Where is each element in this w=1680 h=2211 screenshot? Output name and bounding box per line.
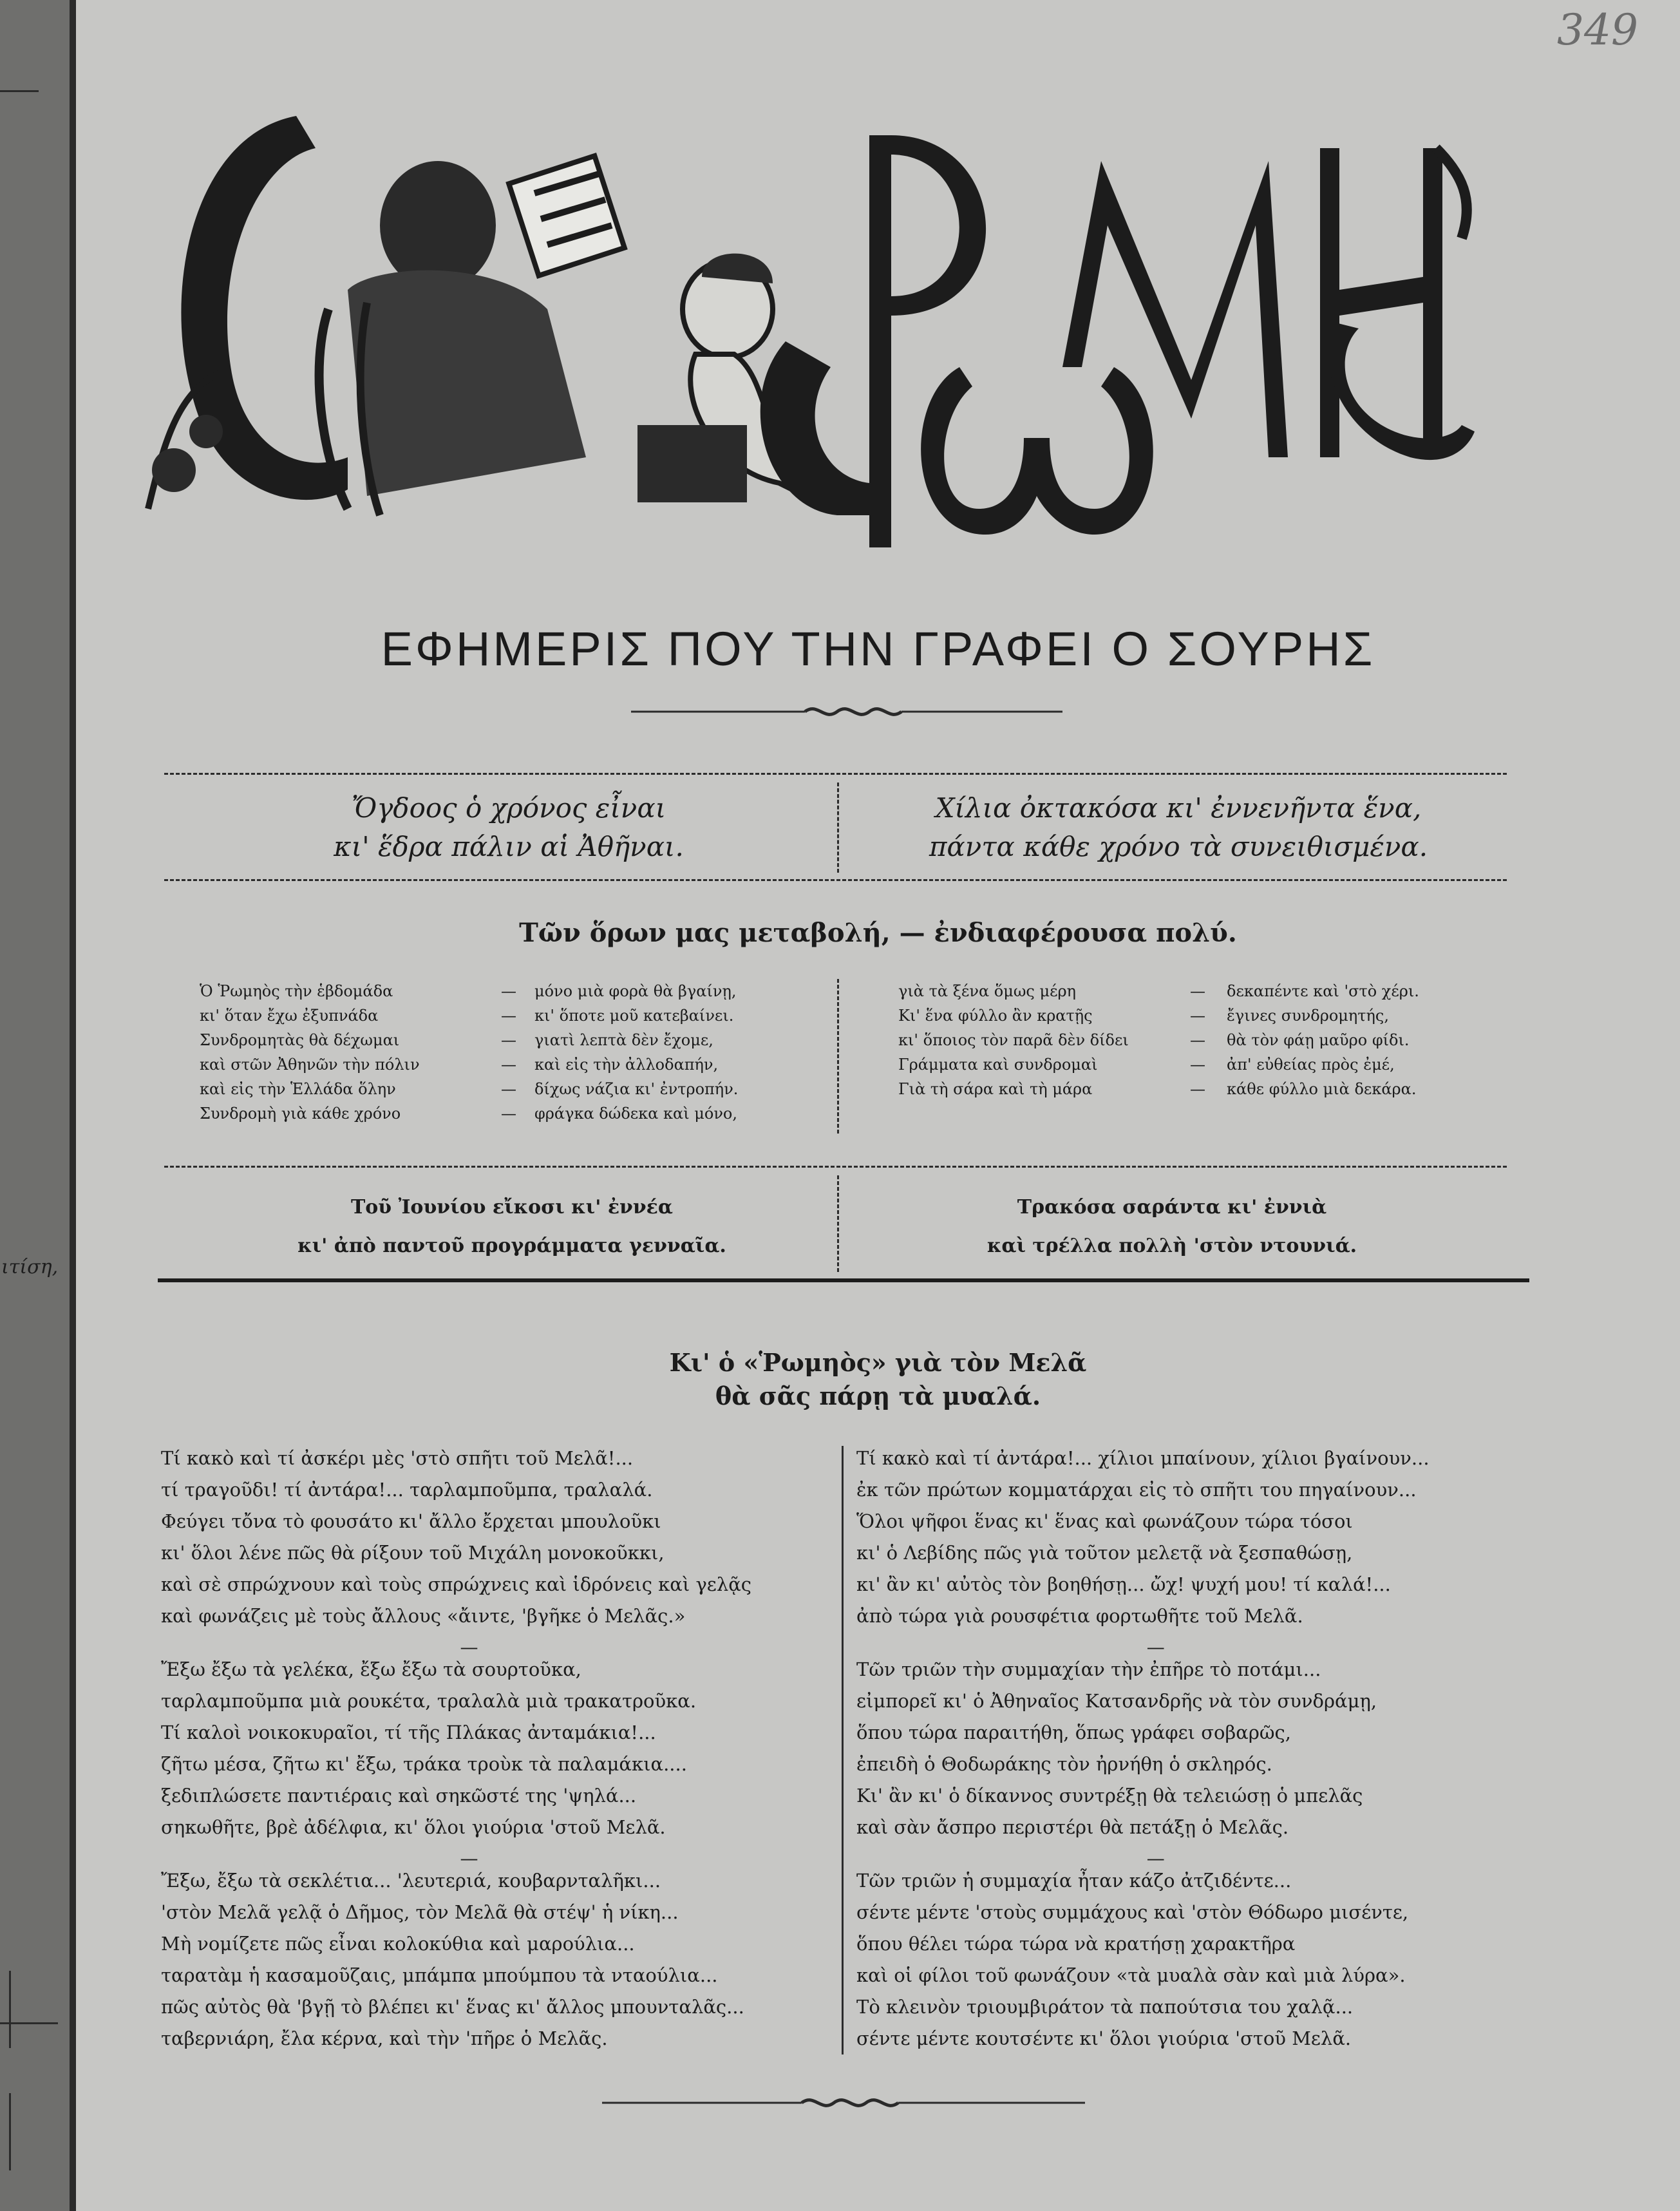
poem-line: τί τραγοῦδι! τί ἀντάρα!... ταρλαμποῦμπα, τραλαλά. [161,1479,653,1501]
stanza-separator: — [1146,1637,1165,1658]
terms-left-column [200,979,738,1126]
date-line: Τοῦ Ἰουνίου εἴκοσι κι' ἐννέα [350,1196,674,1219]
divider-rule [164,1166,1507,1168]
shoeshine-box [637,425,747,502]
terms-text: δεκαπέντε καὶ 'στὸ χέρι. [1227,982,1419,1000]
motto-line: κι' ἕδρα πάλιν αἱ Ἀθῆναι. [334,831,684,862]
terms-row [200,1101,738,1126]
poem-line: καὶ σὰν ἄσπρο περιστέρι θὰ πετάξῃ ὁ Μελᾶς. [856,1816,1289,1838]
stanza-separator: — [1146,1848,1165,1869]
poem-line: ὅπου θέλει τώρα τώρα νὰ κρατήσῃ χαρακτῆρα [856,1933,1296,1955]
terms-dash: — [1190,1056,1205,1074]
terms-row [898,1028,1419,1052]
terms-text: καὶ στῶν Ἀθηνῶν τὴν πόλιν [200,1056,420,1074]
masthead-illustration [135,97,1475,560]
terms-text: δίχως νάζια κι' ἐντροπήν. [534,1080,739,1098]
terms-text: καὶ εἰς τὴν ἀλλοδαπήν, [534,1056,719,1074]
terms-text: Κι' ἕνα φύλλο ἂν κρατῇς [898,1007,1093,1025]
poem-line: ὅπου τώρα παραιτήθη, ὅπως γράφει σοβαρῶς, [856,1722,1291,1743]
terms-text: ἔγινες συνδρομητής, [1227,1007,1389,1025]
poem-line: πῶς αὐτὸς θὰ 'βγῇ τὸ βλέπει κι' ἕνας κι' ἄλλος μπουνταλᾶς... [161,1996,744,2018]
poem-line: ἐπειδὴ ὁ Θοδωράκης τὸν ἠρνήθη ὁ σκληρός. [856,1753,1272,1775]
poem-stanza [161,1865,751,2054]
poem-line: σέντε μέντε 'στοὺς συμμάχους καὶ 'στὸν Θόδωρο μισέντε, [856,1901,1409,1923]
poem-line: Ἔξω ἔξω τὰ γελέκα, ἔξω ἔξω τὰ σουρτοῦκα, [161,1658,581,1680]
newspaper-sheet [509,156,625,276]
terms-dash: — [501,1056,516,1074]
flourish-ornament [631,702,1062,721]
stanza-separator: — [460,1848,478,1869]
omega-letter-shape [921,367,1153,535]
poem-line: Τί κακὸ καὶ τί ἀσκέρι μὲς 'στὸ σπῆτι τοῦ Μελᾶ!... [161,1447,634,1469]
terms-text: μόνο μιὰ φορὰ θὰ βγαίνῃ, [534,982,737,1000]
poem-line: σηκωθῆτε, βρὲ ἀδέλφια, κι' ὅλοι γιούρια 'στοῦ Μελᾶ. [161,1816,666,1838]
poem-line: κι' ὅλοι λένε πῶς θὰ ρίξουν τοῦ Μιχάλη μονοκοῦκκι, [161,1542,665,1564]
adjacent-page-text: ιτίση, [1,1256,59,1278]
poem-line: ἐκ τῶν πρώτων κομματάρχαι εἰς τὸ σπῆτι του πηγαίνουν... [856,1479,1417,1501]
adjacent-page-rule [0,90,39,92]
omega-letter-shape [760,341,869,515]
date-left [200,1188,824,1266]
terms-dash: — [1190,1031,1205,1049]
poem-line: ταρλαμποῦμπα μιὰ ρουκέτα, τραλαλὰ μιὰ τρακατροῦκα. [161,1690,697,1712]
eta-letter-shape [1320,148,1442,457]
terms-text: θὰ τὸν φάῃ μαῦρο φίδι. [1227,1031,1410,1049]
poem-right-column [856,1443,1430,2064]
poem-stanza [856,1654,1430,1843]
stanza-separator: — [460,1637,478,1658]
poem-line: ζῆτω μέσα, ζῆτω κι' ἔξω, τράκα τροὺκ τὰ παλαμάκια.... [161,1753,687,1775]
terms-dash: — [501,1080,516,1098]
masthead [135,97,1475,560]
terms-dash: — [1190,1007,1205,1025]
terms-dash: — [501,1031,516,1049]
vine-ornament [152,448,196,492]
terms-text: καὶ εἰς τὴν Ἑλλάδα ὅλην [200,1080,396,1098]
poem-line: Κι' ἂν κι' ὁ δίκαννος συντρέξῃ θὰ τελειώσῃ ὁ μπελᾶς [856,1785,1363,1807]
motto-left [193,789,824,866]
date-line: καὶ τρέλλα πολλὴ 'στὸν ντουνιά. [986,1235,1357,1257]
terms-row [200,1003,738,1028]
terms-text: ἀπ' εὐθείας πρὸς ἐμέ, [1227,1056,1395,1074]
terms-dash: — [1190,982,1205,1000]
motto-right [850,789,1507,866]
terms-row [898,1052,1419,1077]
date-line: κι' ἀπὸ παντοῦ προγράμματα γενναῖα. [297,1235,726,1257]
terms-text: γιὰ τὰ ξένα ὅμως μέρη [898,982,1076,1000]
vine-ornament [189,415,223,448]
poem-title-line: Κι' ὁ «Ῥωμηὸς» γιὰ τὸν Μελᾶ [669,1348,1087,1377]
poem-line: Μὴ νομίζετε πῶς εἶναι κολοκύθια καὶ μαρούλια... [161,1933,635,1955]
poem-line: Ὅλοι ψῆφοι ἕνας κι' ἕνας καὶ φωνάζουν τώρα τόσοι [856,1510,1353,1532]
poem-line: Τί καλοὶ νοικοκυραῖοι, τί τῆς Πλάκας ἀνταμάκια!... [161,1722,656,1743]
terms-text: φράγκα δώδεκα καὶ μόνο, [534,1105,737,1123]
terms-dash: — [501,1007,516,1025]
terms-text: Γιὰ τὴ σάρα καὶ τὴ μάρα [898,1080,1093,1098]
terms-text: κι' ὅποτε μοῦ κατεβαίνει. [534,1007,734,1025]
adjacent-page-rule [9,1971,11,2048]
newspaper-subtitle: ΕΦΗΜΕΡΙΣ ΠΟΥ ΤΗΝ ΓΡΑΦΕΙ Ο ΣΟΥΡΗΣ [381,622,1375,676]
terms-row [898,1003,1419,1028]
adjacent-page-rule [9,2093,11,2170]
terms-dash: — [501,982,516,1000]
poem-line: σέντε μέντε κουτσέντε κι' ὅλοι γιούρια 'στοῦ Μελᾶ. [856,2027,1352,2049]
terms-row [200,979,738,1003]
poem-line: Τί κακὸ καὶ τί ἀντάρα!... χίλιοι μπαίνουν, χίλιοι βγαίνουν... [856,1447,1430,1469]
poem-line: καὶ σὲ σπρώχνουν καὶ τοὺς σπρώχνεις καὶ ἱδρόνεις καὶ γελᾷς [161,1573,752,1595]
sigma-letter-shape [1327,322,1475,460]
poem-line: ξεδιπλώσετε παντιέραις καὶ σηκῶστέ της 'ψηλά... [161,1785,637,1807]
terms-dash: — [501,1105,516,1123]
poem-stanza [161,1654,751,1843]
terms-row [200,1028,738,1052]
rho-letter-bowl [891,135,986,316]
terms-text: κάθε φύλλο μιὰ δεκάρα. [1227,1080,1417,1098]
poem-line: Τῶν τριῶν ἡ συμμαχία ἦταν κάζο ἀτζιδέντε... [856,1870,1292,1892]
book-spine [70,0,76,2211]
poem-line: εἰμπορεῖ κι' ὁ Ἀθηναῖος Κατσανδρῆς νὰ τὸν συνδράμῃ, [856,1690,1377,1712]
terms-text: Συνδρομητὰς θὰ δέχωμαι [200,1031,400,1049]
terms-text: Γράμματα καὶ συνδρομαὶ [898,1056,1098,1074]
poem-line: ταρατὰμ ἡ κασαμοῦζαις, μπάμπα μπούμπου τὰ νταούλια... [161,1964,718,1986]
rho-letter-stem [869,135,891,547]
terms-right-column [898,979,1419,1101]
poem-line: Τῶν τριῶν τὴν συμμαχίαν τὴν ἐπῆρε τὸ ποτάμι... [856,1658,1321,1680]
terms-row [200,1077,738,1101]
terms-row [200,1052,738,1077]
column-divider [837,979,839,1134]
column-divider [837,1175,839,1272]
page-number: 349 [1557,5,1638,55]
poem-line: Φεύγει τὄνα τὸ φουσάτο κι' ἄλλο ἔρχεται μπουλοῦκι [161,1510,661,1532]
column-divider [837,783,839,873]
poem-stanza [161,1443,751,1632]
poem-stanza [856,1865,1430,2054]
poem-line: κι' ὁ Λεβίδης πῶς γιὰ τοῦτον μελετᾷ νὰ ξεσπαθώσῃ, [856,1542,1353,1564]
poem-line: 'στὸν Μελᾶ γελᾷ ὁ Δῆμος, τὸν Μελᾶ θὰ στέψ' ἡ νίκη... [161,1901,679,1923]
poem-line: ταβερνιάρη, ἔλα κέρνα, καὶ τὴν 'πῆρε ὁ Μελᾶς. [161,2027,608,2049]
poem-title [76,1346,1680,1413]
terms-text: Συνδρομὴ γιὰ κάθε χρόνο [200,1105,401,1123]
terms-heading: Τῶν ὅρων μας μεταβολή, — ἐνδιαφέρουσα πολύ. [519,918,1237,948]
poem-line: Τὸ κλεινὸν τριουμβιράτον τὰ παπούτσια του χαλᾷ... [856,1996,1354,2018]
terms-row [898,979,1419,1003]
terms-dash: — [1190,1080,1205,1098]
motto-line: Χίλια ὀκτακόσα κι' ἐννενῆντα ἕνα, [935,792,1422,824]
poem-title-line: θὰ σᾶς πάρῃ τὰ μυαλά. [715,1381,1041,1410]
terms-text: κι' ὅποιος τὸν παρᾶ δὲν δίδει [898,1031,1129,1049]
seated-figure-body [348,270,586,496]
date-right [850,1188,1494,1266]
terms-row [898,1077,1419,1101]
poem-line: κι' ἂν κι' αὐτὸς τὸν βοηθήσῃ... ὤχ! ψυχή μου! τί καλά!... [856,1573,1391,1595]
poem-left-column [161,1443,751,2064]
date-line: Τρακόσα σαράντα κι' ἐννιὰ [1017,1196,1327,1219]
motto-line: πάντα κάθε χρόνο τὰ συνειθισμένα. [929,831,1428,862]
mu-letter-shape [1062,161,1288,457]
poem-stanza [856,1443,1430,1632]
column-divider [842,1446,844,2054]
flourish-ornament [602,2093,1085,2112]
poem-line: καὶ οἱ φίλοι τοῦ φωνάζουν «τὰ μυαλὰ σὰν καὶ μιὰ λύρα». [856,1964,1406,1986]
adjacent-page-strip [0,0,70,2211]
divider-rule [164,773,1507,775]
terms-text: κι' ὅταν ἔχω ἐξυπνάδα [200,1007,379,1025]
terms-text: γιατὶ λεπτὰ δὲν ἔχομε, [534,1031,713,1049]
divider-rule [164,879,1507,881]
terms-text: Ὁ Ῥωμηὸς τὴν ἑβδομάδα [200,982,393,1000]
section-rule [158,1278,1529,1282]
motto-line: Ὄγδοος ὁ χρόνος εἶναι [351,792,666,824]
poem-line: Ἔξω, ἔξω τὰ σεκλέτια... 'λευτεριά, κουβαρνταλῆκι... [161,1870,661,1892]
poem-line: καὶ φωνάζεις μὲ τοὺς ἄλλους «ἄιντε, 'βγῆκε ὁ Μελᾶς.» [161,1605,686,1627]
poem-line: ἀπὸ τώρα γιὰ ρουσφέτια φορτωθῆτε τοῦ Μελᾶ. [856,1605,1303,1627]
